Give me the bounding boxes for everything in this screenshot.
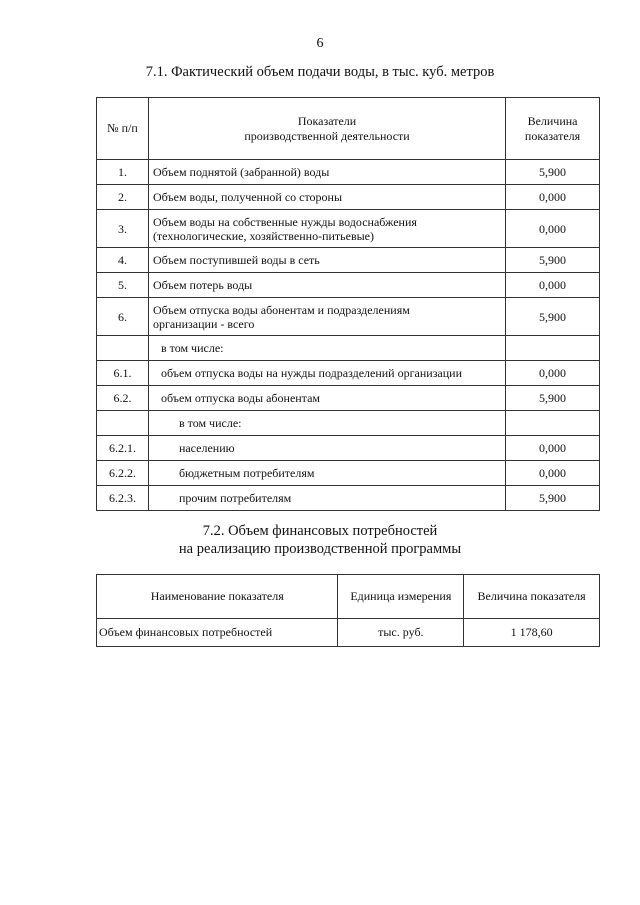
section-title-water-supply: 7.1. Фактический объем подачи воды, в тыс. куб. метров [145, 64, 495, 80]
table-row [97, 185, 600, 210]
row-value: 0,000 [506, 210, 600, 248]
row-value: 0,000 [506, 185, 600, 210]
table-header-row [97, 575, 600, 619]
table-row [97, 386, 600, 411]
row-num: 6.2.1. [97, 436, 149, 461]
row-value: 0,000 [506, 273, 600, 298]
table-row [97, 336, 600, 361]
table-row [97, 160, 600, 185]
table-row [97, 248, 600, 273]
row-label: Объем воды, полученной со стороны [148, 185, 505, 210]
row-value: 1 178,60 [464, 619, 600, 647]
header-value-line1: Величина [527, 113, 578, 128]
row-value: 0,000 [506, 436, 600, 461]
row-label-line2: организации - всего [152, 316, 255, 331]
row-unit: тыс. руб. [338, 619, 464, 647]
row-label: Объем поступившей воды в сеть [148, 248, 505, 273]
row-num: 6.2. [97, 386, 149, 411]
row-label-line1: Объем отпуска воды абонентам и подразделениям [152, 302, 410, 317]
header-unit: Единица измерения [338, 575, 464, 619]
table-row [97, 486, 600, 511]
financial-needs-table [96, 574, 600, 647]
row-num: 6. [97, 298, 149, 336]
table-row [97, 619, 600, 647]
row-num: 6.2.2. [97, 461, 149, 486]
table-row [97, 361, 600, 386]
row-num [97, 336, 149, 361]
row-label: прочим потребителям [148, 486, 505, 511]
row-value: 5,900 [506, 248, 600, 273]
row-label: в том числе: [148, 336, 505, 361]
row-num: 1. [97, 160, 149, 185]
header-indicator-line1: Показатели [297, 113, 357, 128]
section2-title-line1: 7.2. Объем финансовых потребностей [202, 523, 438, 539]
header-value [506, 98, 600, 160]
row-value [506, 336, 600, 361]
table-row [97, 298, 600, 336]
row-label: бюджетным потребителям [148, 461, 505, 486]
row-label: объем отпуска воды на нужды подразделений организации [148, 361, 505, 386]
table-row [97, 210, 600, 248]
header-indicator [148, 98, 505, 160]
row-label: населению [148, 436, 505, 461]
water-supply-table [96, 97, 600, 511]
page-number: 6 [316, 36, 324, 51]
row-label: в том числе: [148, 411, 505, 436]
row-num: 6.2.3. [97, 486, 149, 511]
table-row [97, 461, 600, 486]
row-label: Объем потерь воды [148, 273, 505, 298]
row-value: 5,900 [506, 486, 600, 511]
table-row [97, 436, 600, 461]
row-num: 4. [97, 248, 149, 273]
header-value-line2: показателя [524, 128, 581, 143]
row-num: 6.1. [97, 361, 149, 386]
row-label-line1: Объем воды на собственные нужды водоснабжения [152, 214, 417, 229]
header-value: Величина показателя [464, 575, 600, 619]
table-header-row [97, 98, 600, 160]
row-num: 5. [97, 273, 149, 298]
row-num: 2. [97, 185, 149, 210]
row-label [148, 210, 505, 248]
row-value: 0,000 [506, 461, 600, 486]
header-indicator-line2: производственной деятельности [244, 128, 410, 143]
row-value: 5,900 [506, 298, 600, 336]
row-label-line2: (технологические, хозяйственно-питьевые) [152, 228, 374, 243]
row-value [506, 411, 600, 436]
header-num: № п/п [97, 98, 149, 160]
row-label: Объем поднятой (забранной) воды [148, 160, 505, 185]
row-name: Объем финансовых потребностей [97, 619, 338, 647]
row-value: 5,900 [506, 160, 600, 185]
row-value: 0,000 [506, 361, 600, 386]
row-num [97, 411, 149, 436]
section2-title-line2: на реализацию производственной программы [178, 541, 462, 557]
header-name: Наименование показателя [97, 575, 338, 619]
table-row [97, 273, 600, 298]
table-row [97, 411, 600, 436]
row-num: 3. [97, 210, 149, 248]
section-title-financial-needs [0, 522, 640, 558]
row-label [148, 298, 505, 336]
row-label: объем отпуска воды абонентам [148, 386, 505, 411]
row-value: 5,900 [506, 386, 600, 411]
